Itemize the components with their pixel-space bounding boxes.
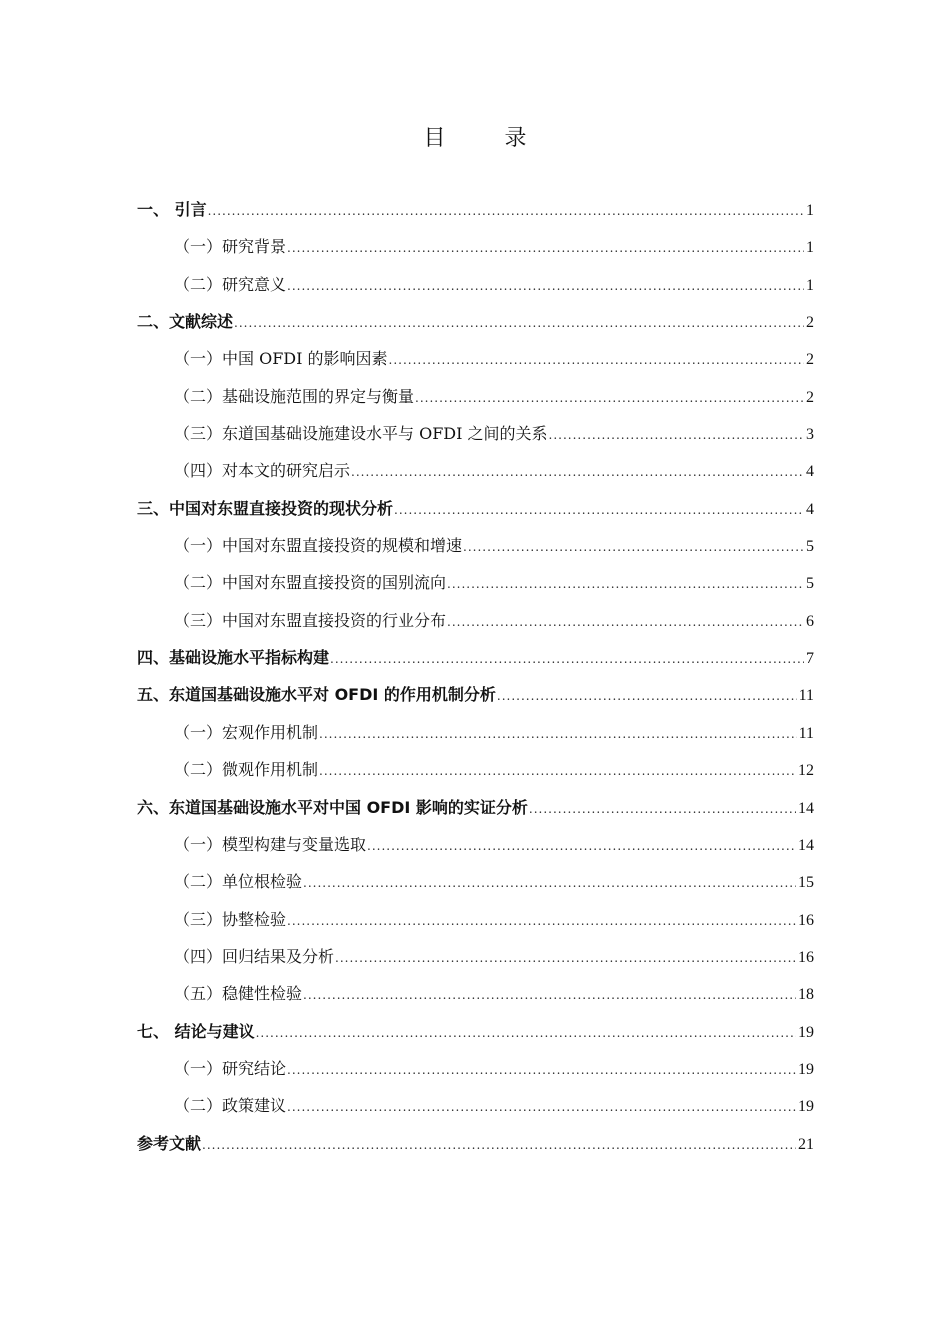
table-of-contents [137, 191, 814, 1162]
toc-section-entry[interactable] [137, 1087, 814, 1124]
toc-leader-dots [287, 903, 796, 940]
toc-leader-dots [497, 678, 797, 715]
toc-leader-dots [287, 268, 804, 305]
toc-entry-label: （一）研究背景 [174, 237, 287, 257]
toc-leader-dots [234, 305, 804, 342]
toc-chapter-entry[interactable] [137, 191, 814, 228]
toc-entry-label: （三）东道国基础设施建设水平与 OFDI 之间的关系 [174, 424, 548, 444]
toc-entry-label: （一）中国对东盟直接投资的规模和增速 [174, 536, 463, 556]
toc-page-number: 21 [798, 1135, 814, 1153]
toc-section-entry[interactable] [137, 826, 814, 863]
toc-page-number: 1 [806, 202, 814, 219]
toc-page-number: 6 [806, 612, 814, 630]
toc-leader-dots [287, 1052, 796, 1089]
toc-leader-dots [256, 1015, 796, 1052]
toc-page-number: 1 [806, 239, 814, 257]
toc-entry-label: （二）单位根检验 [174, 872, 303, 892]
toc-section-entry[interactable] [137, 602, 814, 639]
toc-leader-dots [319, 716, 797, 753]
toc-section-entry[interactable] [137, 975, 814, 1012]
toc-entry-label: （二）中国对东盟直接投资的国别流向 [174, 573, 447, 593]
toc-page-number: 2 [806, 314, 814, 332]
toc-chapter-entry[interactable] [137, 639, 814, 676]
toc-entry-label: （一）中国 OFDI 的影响因素 [174, 349, 388, 369]
toc-leader-dots [389, 342, 804, 379]
toc-chapter-entry[interactable] [137, 1125, 814, 1162]
toc-entry-label: （二）微观作用机制 [174, 760, 319, 780]
toc-entry-label: 一、 引言 [137, 200, 207, 219]
toc-page-number: 7 [806, 650, 814, 668]
toc-page-number: 16 [798, 911, 814, 929]
toc-page-number: 4 [806, 500, 814, 518]
toc-page-number: 11 [798, 687, 814, 705]
toc-page-number: 15 [798, 874, 814, 892]
toc-leader-dots [335, 940, 796, 977]
toc-leader-dots [463, 529, 804, 566]
page-title: 目 录 [423, 126, 553, 151]
toc-section-entry[interactable] [137, 901, 814, 938]
toc-leader-dots [319, 753, 796, 790]
toc-page-number: 19 [798, 1060, 814, 1078]
toc-page-number: 19 [798, 1023, 814, 1041]
toc-leader-dots [208, 193, 804, 230]
toc-page-number: 2 [806, 351, 814, 369]
toc-chapter-entry[interactable] [137, 676, 814, 713]
toc-entry-label: （三）中国对东盟直接投资的行业分布 [174, 610, 447, 630]
toc-section-entry[interactable] [137, 564, 814, 601]
toc-section-entry[interactable] [137, 266, 814, 303]
toc-leader-dots [287, 1089, 796, 1126]
toc-page-number: 4 [806, 463, 814, 481]
toc-leader-dots [549, 417, 804, 454]
toc-leader-dots [303, 977, 796, 1014]
toc-entry-label: 参考文献 [137, 1133, 202, 1153]
toc-chapter-entry[interactable] [137, 789, 814, 826]
toc-entry-label: （三）协整检验 [174, 909, 287, 929]
toc-section-entry[interactable] [137, 938, 814, 975]
toc-section-entry[interactable] [137, 714, 814, 751]
toc-page-number: 5 [806, 538, 814, 556]
toc-leader-dots [303, 865, 796, 902]
toc-entry-label: 五、东道国基础设施水平对 OFDI 的作用机制分析 [137, 685, 496, 705]
toc-entry-label: （四）回归结果及分析 [174, 946, 335, 966]
toc-section-entry[interactable] [137, 452, 814, 489]
toc-page-number: 5 [806, 575, 814, 593]
toc-chapter-entry[interactable] [137, 490, 814, 527]
toc-entry-label: （一）宏观作用机制 [174, 722, 319, 742]
toc-section-entry[interactable] [137, 1050, 814, 1087]
toc-entry-label: 七、 结论与建议 [137, 1021, 255, 1041]
toc-page-number: 14 [798, 836, 814, 854]
toc-leader-dots [447, 566, 804, 603]
toc-leader-dots [367, 828, 796, 865]
toc-page-number: 18 [798, 986, 814, 1004]
toc-leader-dots [202, 1127, 796, 1164]
toc-page-number: 1 [806, 276, 814, 294]
toc-entry-label: （一）模型构建与变量选取 [174, 834, 367, 854]
toc-chapter-entry[interactable] [137, 1013, 814, 1050]
toc-entry-label: 三、中国对东盟直接投资的现状分析 [137, 498, 394, 518]
toc-entry-label: （一）研究结论 [174, 1058, 287, 1078]
toc-page-number: 3 [806, 426, 814, 444]
toc-section-entry[interactable] [137, 228, 814, 265]
toc-entry-label: （二）政策建议 [174, 1096, 287, 1116]
toc-entry-label: （二）研究意义 [174, 274, 287, 294]
toc-leader-dots [351, 454, 804, 491]
toc-leader-dots [447, 604, 804, 641]
toc-page-number: 11 [798, 724, 814, 742]
toc-section-entry[interactable] [137, 863, 814, 900]
toc-entry-label: 四、基础设施水平指标构建 [137, 648, 330, 668]
toc-section-entry[interactable] [137, 415, 814, 452]
toc-page-number: 16 [798, 948, 814, 966]
toc-entry-label: （五）稳健性检验 [174, 984, 303, 1004]
toc-section-entry[interactable] [137, 751, 814, 788]
toc-page-number: 14 [798, 799, 814, 817]
toc-page-number: 2 [806, 388, 814, 406]
toc-section-entry[interactable] [137, 527, 814, 564]
toc-entry-label: （四）对本文的研究启示 [174, 461, 351, 481]
toc-chapter-entry[interactable] [137, 303, 814, 340]
toc-section-entry[interactable] [137, 378, 814, 415]
toc-section-entry[interactable] [137, 340, 814, 377]
toc-leader-dots [415, 380, 804, 417]
toc-page-number: 19 [798, 1098, 814, 1116]
toc-entry-label: 六、东道国基础设施水平对中国 OFDI 影响的实证分析 [137, 797, 528, 817]
toc-leader-dots [529, 791, 796, 828]
toc-leader-dots [287, 230, 804, 267]
toc-page-number: 12 [798, 762, 814, 780]
toc-leader-dots [394, 492, 804, 529]
toc-entry-label: 二、文献综述 [137, 312, 234, 332]
toc-leader-dots [330, 641, 804, 678]
toc-entry-label: （二）基础设施范围的界定与衡量 [174, 386, 415, 406]
